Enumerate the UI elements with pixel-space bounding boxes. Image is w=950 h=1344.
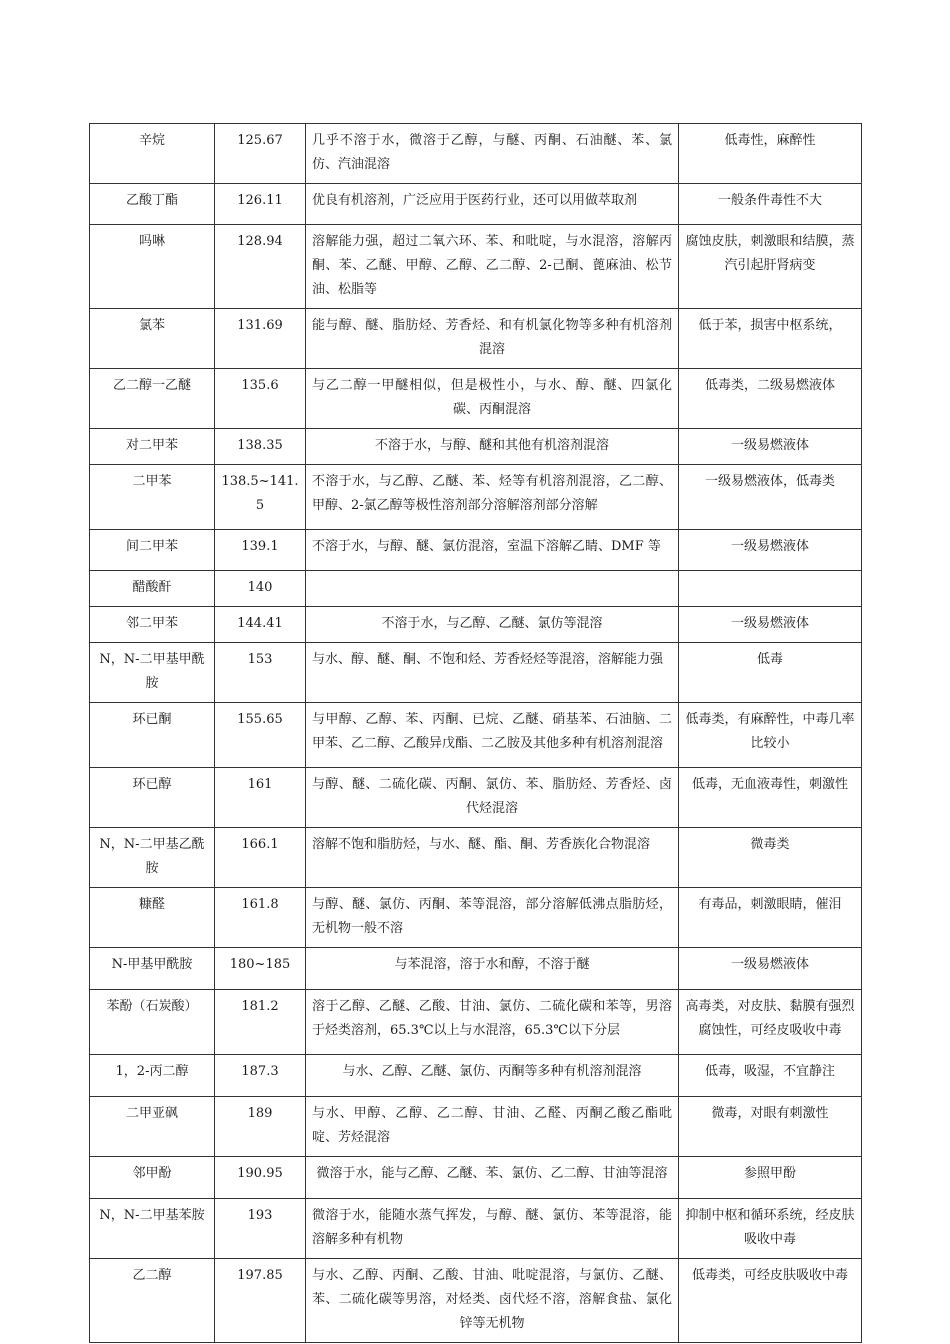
- boiling-point-cell: 189: [215, 1097, 306, 1157]
- toxicity-cell: 低毒，无血液毒性，刺激性: [679, 768, 862, 828]
- boiling-point-cell: 166.1: [215, 828, 306, 888]
- toxicity-cell: 低于苯，损害中枢系统，: [679, 309, 862, 369]
- solvent-name-cell: 对二甲苯: [90, 429, 215, 465]
- toxicity-cell: 一级易燃液体: [679, 948, 862, 990]
- solvent-name-cell: 乙二醇一乙醚: [90, 369, 215, 429]
- solvent-name-cell: 邻甲酚: [90, 1157, 215, 1199]
- boiling-point-cell: 190.95: [215, 1157, 306, 1199]
- toxicity-cell: 低毒，吸湿，不宜静注: [679, 1055, 862, 1097]
- solvent-name-cell: 乙二醇: [90, 1259, 215, 1343]
- solvent-name-cell: 醋酸酐: [90, 571, 215, 607]
- solubility-cell: 溶解不饱和脂肪烃，与水、醚、酯、酮、芳香族化合物混溶: [306, 828, 679, 888]
- boiling-point-cell: 161.8: [215, 888, 306, 948]
- solubility-cell: 与甲醇、乙醇、苯、丙酮、已烷、乙醚、硝基苯、石油脑、二甲苯、乙二醇、乙酸异戊酯、二乙胺及其他多种有机溶剂混溶: [306, 703, 679, 768]
- boiling-point-cell: 139.1: [215, 530, 306, 571]
- toxicity-cell: 低毒类，二级易燃液体: [679, 369, 862, 429]
- toxicity-cell: 一级易燃液体，低毒类: [679, 465, 862, 530]
- table-row: [90, 369, 862, 429]
- toxicity-cell: 微毒类: [679, 828, 862, 888]
- toxicity-cell: 抑制中枢和循环系统，经皮肤吸收中毒: [679, 1199, 862, 1259]
- solubility-cell: 溶于乙醇、乙醚、乙酸、甘油、氯仿、二硫化碳和苯等，男溶于烃类溶剂，65.3℃以上与水混溶，65.3℃以下分层: [306, 990, 679, 1055]
- table-row: [90, 1199, 862, 1259]
- solvent-table: [89, 123, 862, 1343]
- solubility-cell: 几乎不溶于水，微溶于乙醇，与醚、丙酮、石油醚、苯、氯仿、汽油混溶: [306, 124, 679, 184]
- solubility-cell: 与水、甲醇、乙醇、乙二醇、甘油、乙醛、丙酮乙酸乙酯吡啶、芳烃混溶: [306, 1097, 679, 1157]
- toxicity-cell: 高毒类，对皮肤、黏膜有强烈腐蚀性，可经皮吸收中毒: [679, 990, 862, 1055]
- boiling-point-cell: 138.35: [215, 429, 306, 465]
- boiling-point-cell: 155.65: [215, 703, 306, 768]
- toxicity-cell: 微毒，对眼有刺激性: [679, 1097, 862, 1157]
- solubility-cell: [306, 571, 679, 607]
- table-row: [90, 225, 862, 309]
- solvent-name-cell: 吗啉: [90, 225, 215, 309]
- boiling-point-cell: 161: [215, 768, 306, 828]
- boiling-point-cell: 193: [215, 1199, 306, 1259]
- table-row: [90, 828, 862, 888]
- table-row: [90, 643, 862, 703]
- boiling-point-cell: 140: [215, 571, 306, 607]
- solvent-name-cell: 氯苯: [90, 309, 215, 369]
- table-row: [90, 1097, 862, 1157]
- boiling-point-cell: 197.85: [215, 1259, 306, 1343]
- solvent-name-cell: 环已醇: [90, 768, 215, 828]
- boiling-point-cell: 138.5~141.5: [215, 465, 306, 530]
- solubility-cell: 优良有机溶剂，广泛应用于医药行业，还可以用做萃取剂: [306, 184, 679, 225]
- solubility-cell: 与醇、醚、氯仿、丙酮、苯等混溶，部分溶解低沸点脂肪烃，无机物一般不溶: [306, 888, 679, 948]
- toxicity-cell: 有毒品，刺激眼睛，催泪: [679, 888, 862, 948]
- boiling-point-cell: 180~185: [215, 948, 306, 990]
- toxicity-cell: 一级易燃液体: [679, 429, 862, 465]
- solvent-name-cell: N-甲基甲酰胺: [90, 948, 215, 990]
- table-row: [90, 703, 862, 768]
- solubility-cell: 与水、乙醇、丙酮、乙酸、甘油、吡啶混溶，与氯仿、乙醚、苯、二硫化碳等男溶，对烃类、卤代烃不溶，溶解食盐、氯化锌等无机物: [306, 1259, 679, 1343]
- boiling-point-cell: 128.94: [215, 225, 306, 309]
- toxicity-cell: 一般条件毒性不大: [679, 184, 862, 225]
- boiling-point-cell: 126.11: [215, 184, 306, 225]
- solubility-cell: 溶解能力强，超过二氧六环、苯、和吡啶，与水混溶，溶解丙酮、苯、乙醚、甲醇、乙醇、乙二醇、2-己酮、蓖麻油、松节油、松脂等: [306, 225, 679, 309]
- solvent-name-cell: 环已酮: [90, 703, 215, 768]
- solubility-cell: 不溶于水，与醇、醚、氯仿混溶，室温下溶解乙睛、DMF 等: [306, 530, 679, 571]
- table-row: [90, 607, 862, 643]
- table-row: [90, 768, 862, 828]
- solvent-name-cell: 糠醛: [90, 888, 215, 948]
- solubility-cell: 与醇、醚、二硫化碳、丙酮、氯仿、苯、脂肪烃、芳香烃、卤代烃混溶: [306, 768, 679, 828]
- table-row: [90, 465, 862, 530]
- solubility-cell: 不溶于水，与乙醇、乙醚、苯、烃等有机溶剂混溶，乙二醇、甲醇、2-氯乙醇等极性溶剂部分溶解溶剂部分溶解: [306, 465, 679, 530]
- boiling-point-cell: 125.67: [215, 124, 306, 184]
- table-row: [90, 1259, 862, 1343]
- solvent-name-cell: N，N-二甲基乙酰胺: [90, 828, 215, 888]
- table-row: [90, 429, 862, 465]
- toxicity-cell: 一级易燃液体: [679, 607, 862, 643]
- solubility-cell: 与水、乙醇、乙醚、氯仿、丙酮等多种有机溶剂混溶: [306, 1055, 679, 1097]
- toxicity-cell: 低毒类，可经皮肤吸收中毒: [679, 1259, 862, 1343]
- solubility-cell: 与水、醇、醚、酮、不饱和烃、芳香烃烃等混溶，溶解能力强: [306, 643, 679, 703]
- solubility-cell: 微溶于水，能随水蒸气挥发，与醇、醚、氯仿、苯等混溶，能溶解多种有机物: [306, 1199, 679, 1259]
- solubility-cell: 能与醇、醚、脂肪烃、芳香烃、和有机氯化物等多种有机溶剂混溶: [306, 309, 679, 369]
- toxicity-cell: 低毒: [679, 643, 862, 703]
- table-row: [90, 309, 862, 369]
- table-row: [90, 124, 862, 184]
- boiling-point-cell: 131.69: [215, 309, 306, 369]
- boiling-point-cell: 135.6: [215, 369, 306, 429]
- solvent-name-cell: 苯酚（石炭酸）: [90, 990, 215, 1055]
- table-row: [90, 888, 862, 948]
- table-row: [90, 571, 862, 607]
- boiling-point-cell: 153: [215, 643, 306, 703]
- boiling-point-cell: 187.3: [215, 1055, 306, 1097]
- solvent-name-cell: 辛烷: [90, 124, 215, 184]
- solubility-cell: 微溶于水，能与乙醇、乙醚、苯、氯仿、乙二醇、甘油等混溶: [306, 1157, 679, 1199]
- table-row: [90, 948, 862, 990]
- table-body: [90, 124, 862, 1343]
- toxicity-cell: 腐蚀皮肤，刺激眼和结膜，蒸汽引起肝肾病变: [679, 225, 862, 309]
- solvent-name-cell: 间二甲苯: [90, 530, 215, 571]
- toxicity-cell: 低毒性，麻醉性: [679, 124, 862, 184]
- solubility-cell: 与乙二醇一甲醚相似，但是极性小，与水、醇、醚、四氯化碳、丙酮混溶: [306, 369, 679, 429]
- toxicity-cell: 一级易燃液体: [679, 530, 862, 571]
- toxicity-cell: [679, 571, 862, 607]
- solvent-name-cell: 邻二甲苯: [90, 607, 215, 643]
- boiling-point-cell: 144.41: [215, 607, 306, 643]
- boiling-point-cell: 181.2: [215, 990, 306, 1055]
- table-row: [90, 1157, 862, 1199]
- solvent-name-cell: 1，2-丙二醇: [90, 1055, 215, 1097]
- solvent-name-cell: N，N-二甲基苯胺: [90, 1199, 215, 1259]
- solubility-cell: 不溶于水，与乙醇、乙醚、氯仿等混溶: [306, 607, 679, 643]
- toxicity-cell: 参照甲酚: [679, 1157, 862, 1199]
- table-row: [90, 990, 862, 1055]
- table-row: [90, 530, 862, 571]
- solubility-cell: 不溶于水，与醇、醚和其他有机溶剂混溶: [306, 429, 679, 465]
- solubility-cell: 与苯混溶，溶于水和醇，不溶于醚: [306, 948, 679, 990]
- solvent-name-cell: 二甲亚砜: [90, 1097, 215, 1157]
- table-row: [90, 1055, 862, 1097]
- solvent-name-cell: 乙酸丁酯: [90, 184, 215, 225]
- solvent-name-cell: 二甲苯: [90, 465, 215, 530]
- solvent-name-cell: N，N-二甲基甲酰胺: [90, 643, 215, 703]
- toxicity-cell: 低毒类，有麻醉性，中毒几率比较小: [679, 703, 862, 768]
- table-row: [90, 184, 862, 225]
